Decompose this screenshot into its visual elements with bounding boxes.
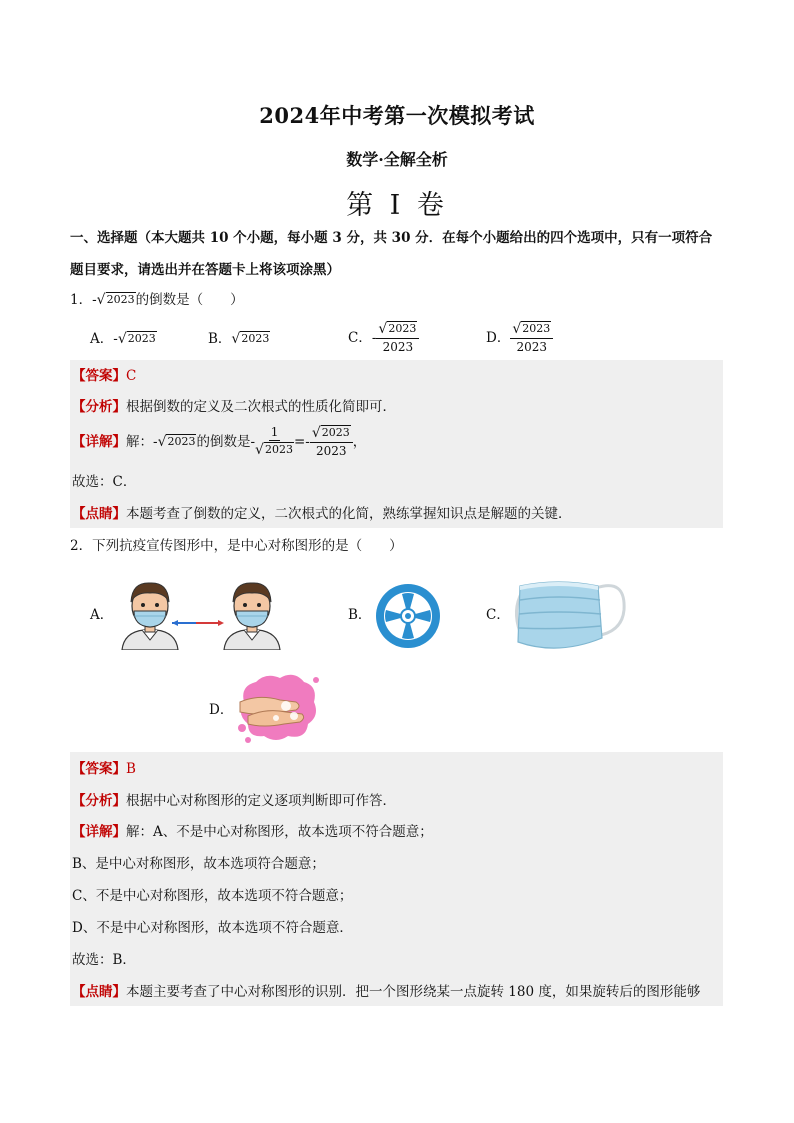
q1-option-d-fraction: √ 2023 2023 xyxy=(510,321,553,354)
section-instructions-line2: 题目要求，请选出并在答题卡上将该项涂黑） xyxy=(70,262,340,278)
q1-detail-line xyxy=(72,425,366,458)
q2-option-c-image[interactable] xyxy=(508,570,628,660)
q2-stem: 2．下列抗疫宣传图形中，是中心对称图形的是（ ） xyxy=(70,538,403,554)
q1-option-a[interactable] xyxy=(90,330,157,348)
q1-option-b-radicand: 2023 xyxy=(241,332,270,345)
q1-comment: 本题考查了倒数的定义，二次根式的化简，熟练掌握知识点是解题的关键． xyxy=(126,506,572,522)
q1-neg: - xyxy=(92,292,97,308)
q1-detail-frac1-num: 1 xyxy=(270,425,279,439)
q2-answer-line xyxy=(72,760,136,778)
q1-detail-eq: =- xyxy=(293,433,310,450)
q1-choose: 故选：C． xyxy=(72,474,137,490)
q2-comment: 本题主要考查了中心对称图形的识别．把一个图形绕某一点旋转 180 度，如果旋转后的图形能够 xyxy=(126,984,701,1000)
volume-heading: 第 I 卷 xyxy=(346,190,448,221)
q1-analysis-line xyxy=(72,398,396,416)
q1-option-b[interactable] xyxy=(208,330,270,348)
q1-detail-fraction-1: 1 √ 2023 xyxy=(255,425,293,458)
q2-analysis-line xyxy=(72,792,396,810)
q2-option-a-label: A． xyxy=(90,607,114,623)
q1-stem xyxy=(70,291,244,309)
q1-radicand: 2023 xyxy=(106,293,135,306)
q2-option-d-image[interactable] xyxy=(236,672,320,744)
masked-person-icon xyxy=(122,583,178,650)
page-subtitle: 数学·全解全析 xyxy=(346,150,448,169)
q2-option-a-image[interactable] xyxy=(118,578,283,650)
q2-option-d-label: D． xyxy=(209,702,234,718)
q1-sqrt: √ 2023 xyxy=(96,292,135,308)
q2-detail-tag: 【详解】 xyxy=(72,824,126,840)
q1-option-b-label: B． xyxy=(208,331,232,347)
q1-option-a-label: A． xyxy=(90,331,114,347)
q1-option-d-label: D． xyxy=(486,329,511,346)
q1-detail-frac2-den: 2023 xyxy=(316,444,347,458)
q2-detail-2: B、是中心对称图形，故本选项符合题意； xyxy=(72,856,325,872)
q1-answer: C xyxy=(126,368,137,384)
ventilation-fan-icon xyxy=(374,582,442,650)
q2-detail-3: C、不是中心对称图形，故本选项不符合题意； xyxy=(72,888,353,904)
q2-comment-tag: 【点睛】 xyxy=(72,984,126,1000)
q1-option-c-num: 2023 xyxy=(388,322,417,335)
q1-comment-tag: 【点睛】 xyxy=(72,506,126,522)
q1-detail-tag: 【详解】 xyxy=(72,433,126,450)
q1-option-c[interactable] xyxy=(348,321,419,354)
q2-option-c-label: C． xyxy=(486,607,510,623)
q2-analysis: 根据中心对称图形的定义逐项判断即可作答． xyxy=(126,793,396,809)
q1-detail-end: ， xyxy=(352,433,367,450)
q1-answer-tag: 【答案】 xyxy=(72,368,126,384)
q1-detail-mid: 的倒数是- xyxy=(196,433,256,450)
q1-analysis: 根据倒数的定义及二次根式的性质化简即可． xyxy=(126,399,396,415)
q2-choose: 故选：B． xyxy=(72,952,136,968)
q2-option-b-image[interactable] xyxy=(374,582,442,650)
q1-detail-fraction-2: √ 2023 2023 xyxy=(310,425,353,458)
q2-detail-1: 解：A、不是中心对称图形，故本选项不符合题意； xyxy=(126,824,433,840)
q1-detail-frac1-den: 2023 xyxy=(264,443,293,456)
section-instructions-line1: 一、选择题（本大题共 10 个小题，每小题 3 分，共 30 分．在每个小题给出的四个选项中，只有一项符合 xyxy=(70,230,713,246)
q1-analysis-tag: 【分析】 xyxy=(72,399,126,415)
q1-comment-line xyxy=(72,505,572,523)
q1-number: 1． xyxy=(70,292,93,308)
q1-option-a-radicand: 2023 xyxy=(127,332,156,345)
masked-person-icon xyxy=(224,583,280,650)
q2-detail-line xyxy=(72,823,433,841)
q2-comment-line xyxy=(72,983,700,1001)
q1-detail-sqrt: √ 2023 xyxy=(157,433,196,450)
q2-solution-panel xyxy=(70,752,723,1006)
q2-detail-4: D、不是中心对称图形，故本选项不符合题意． xyxy=(72,920,353,936)
q1-option-a-sqrt: √ 2023 xyxy=(117,331,156,347)
q1-detail-frac2-num: 2023 xyxy=(321,426,350,439)
q2-answer-tag: 【答案】 xyxy=(72,761,126,777)
page-title: 2024年中考第一次模拟考试 xyxy=(259,103,535,128)
q1-option-c-den: 2023 xyxy=(382,340,414,354)
q1-detail-prefix: 解：- xyxy=(126,433,158,450)
q1-detail-radicand: 2023 xyxy=(167,434,196,448)
q1-option-c-label: C． xyxy=(348,329,372,346)
surgical-mask-icon xyxy=(508,570,628,660)
q1-answer-line xyxy=(72,367,136,385)
hand-washing-icon xyxy=(236,672,320,744)
q1-option-d[interactable] xyxy=(486,321,553,354)
q1-option-c-neg: - xyxy=(371,329,377,346)
q1-option-a-neg: - xyxy=(113,331,118,347)
q2-option-b-label: B． xyxy=(348,607,372,623)
q1-option-d-num: 2023 xyxy=(522,322,551,335)
q1-option-d-den: 2023 xyxy=(516,340,548,354)
q2-analysis-tag: 【分析】 xyxy=(72,793,126,809)
q2-answer: B xyxy=(126,761,136,777)
q1-stem-tail: 的倒数是（ ） xyxy=(135,292,244,308)
q1-option-c-fraction: √ 2023 2023 xyxy=(376,321,419,354)
q1-option-b-sqrt: √ 2023 xyxy=(231,331,270,347)
